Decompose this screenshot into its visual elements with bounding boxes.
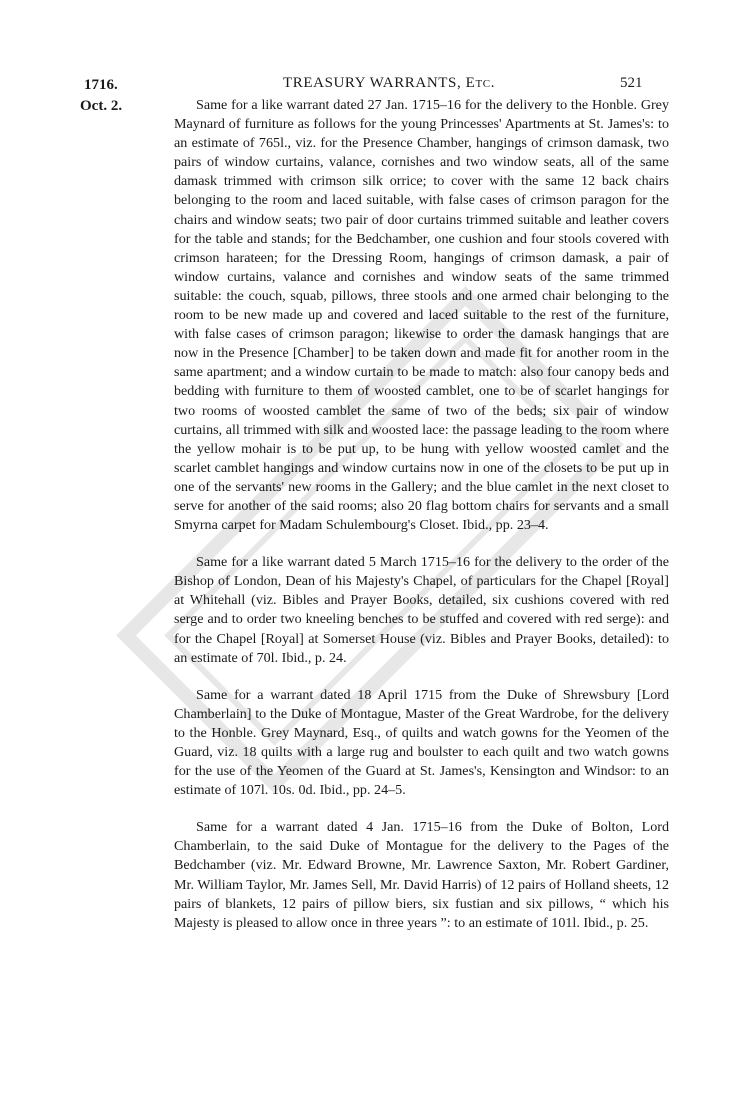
paragraph-4: Same for a warrant dated 4 Jan. 1715–16 from the Duke of Bolton, Lord Chamberlain, to the said Duke of Montague for the delivery to the Pages of the Bedchamber (viz. Mr. Edward Browne, Mr. Lawrence Saxton, Mr. Robert Gardiner, Mr. William Taylor, Mr. James Sell, Mr. David Harris) of 12 pairs of Holland sheets, 12 pairs of blankets, 12 pairs of pillow biers, six fustian and six pillows, “ which his Majesty is pleased to allow once in three years ”: to an estimate of 101l. Ibid., p. 25. xyxy=(174,819,669,931)
paragraph-3: Same for a warrant dated 18 April 1715 from the Duke of Shrewsbury [Lord Chamberlain] to the Duke of Montague, Master of the Great Wardrobe, for the delivery to the Honble. Grey Maynard, Esq., of quilts and watch gowns for the Yeomen of the Guard, viz. 18 quilts with a large rug and boulster to each quilt and two watch gowns for the use of the Yeomen of the Guard at St. James's, Kensington and Windsor: to an estimate of 107l. 10s. 0d. Ibid., pp. 24–5. xyxy=(174,686,669,799)
margin-year: 1716. xyxy=(84,77,118,93)
page-number: 521 xyxy=(620,75,643,91)
running-title: TREASURY WARRANTS, Etc. xyxy=(283,75,496,91)
margin-date: Oct. 2. xyxy=(80,98,123,114)
paragraph-2: Same for a like warrant dated 5 March 1715–16 for the delivery to the order of the Bishop of London, Dean of his Majesty's Chapel, of particulars for the Chapel [Royal] at Whitehall (viz. Bibles and Prayer Books, detailed, six cushions covered with red serge and to order two kneeling benches to be stuffed and covered with red serge): and for the Chapel [Royal] at Somerset House (viz. Bibles and Prayer Books, detailed): to an estimate of 70l. Ibid., p. 24. xyxy=(174,554,669,666)
body-text xyxy=(174,96,669,933)
paragraph-1: Same for a like warrant dated 27 Jan. 1715–16 for the delivery to the Honble. Grey Maynard of furniture as follows for the young Princesses' Apartments at St. James's: to an estimate of 765l., viz. for the Presence Chamber, hangings of crimson damask, two pairs of window curtains, valance, cornishes and two window seats, all of the same damask trimmed with crimson silk orrice; to cover with the same 12 back chairs belonging to the room and laced suitable, with false cases of crimson paragon for the chairs and window seats; two pair of door curtains trimmed suitable and leather covers for the table and stands; for the Bedchamber, one cushion and four stools covered with crimson harateen; for the Dressing Room, hangings of crimson damask, a pair of window curtains, valance and cornishes and window seats of the same trimmed suitable: the couch, squab, pillows, three stools and one armed chair belonging to the room to be new made up and covered and laced suitable to the rest of the furniture, with false cases of crimson paragon; likewise to order the damask hangings that are now in the Presence [Chamber] to be taken down and made fit for another room in the same apartment; and a window curtain to be made to match: also four canopy beds and bedding with furniture to them of woosted camblet, one to be of scarlet hangings for two rooms of woosted camblet the same of two of the beds; six pair of window curtains, all trimmed with silk and woosted lace: the passage leading to the room where the yellow mohair is to be put up, to be hung with yellow woosted camlet and the scarlet camblet hangings and window curtains now in one of the closets to be put up in one of the servants' new rooms in the Gallery; and the blue camlet in the next closet to serve for another of the said rooms; also 20 flag bottom chairs for servants and a small Smyrna carpet for Madam Schulembourg's Closet. Ibid., pp. 23–4. xyxy=(174,97,669,534)
